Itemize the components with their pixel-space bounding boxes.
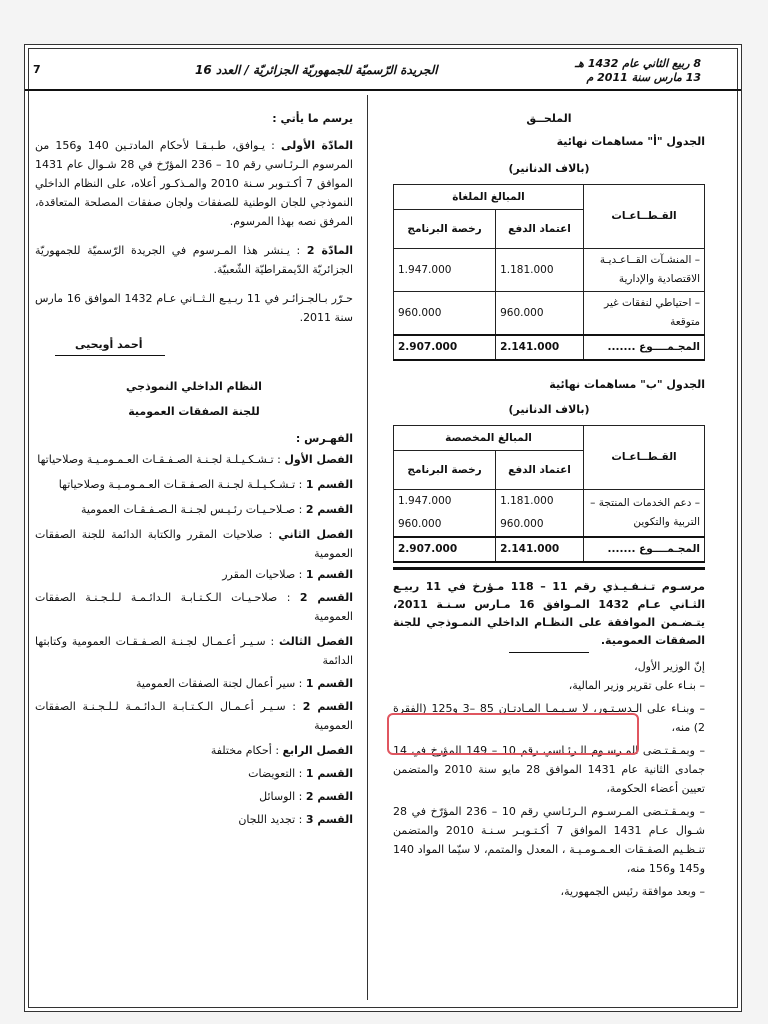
toc-item-label: القسم 1 [305, 767, 353, 780]
table-b-sectors-header: القـطــاعـات [584, 426, 705, 490]
toc-item-label: الفصل الأول [284, 453, 353, 466]
toc-item [35, 632, 353, 670]
toc-item [35, 450, 353, 469]
header-date-gregorian: 13 مارس سنة 2011 م [586, 71, 701, 84]
regulation-title-2: للجنة الصفقات العمومية [128, 405, 260, 418]
table-b-amounts-header: المبالغ المخصصة [394, 426, 584, 451]
toc-item [35, 810, 353, 829]
signature-block [35, 333, 353, 359]
toc-item-text: : التعويضات [248, 767, 303, 780]
table-a-total-row [394, 335, 705, 360]
visa-paragraph-2: – وبنـاء على الـدسـتـور، لا سـيـمـا المـادتـان 85 –3 و125 (الفقرة 2) منه، [393, 702, 705, 734]
toc-item-text: : تجديد اللجان [238, 813, 303, 826]
toc-item-text: : صلاحـيـات الـكـتـابـة الـدائـمـة لـلـجـنـة الصفقات العمومية [35, 591, 353, 623]
page-header [25, 45, 741, 91]
highlight-box [387, 713, 639, 755]
visa-paragraph-4: – وبمـقـتـضى المـرسـوم الـرئـاسي رقم 10 – 236 المؤرّخ في 28 شـوال عـام 1431 الموافق 7 أكـتـوبـر سـنـة 2010 والمتضمن تنـظـيم الصفـقات العـمـومـيـة ، المعدل والمتمم، لا سيّما المواد 140 و145 و156 منه، [393, 805, 705, 875]
table-a-permit-header: رخصة البرنامج [394, 210, 496, 249]
toc-item-text: : تـشـكـيـلـة لجـنـة الصـفـقـات العـمـومـيـة وصلاحياتها [58, 478, 303, 491]
section-rule [393, 567, 705, 570]
table-b-total-row [394, 537, 705, 562]
decree-title: مرسـوم تـنـفـيـذي رقم 11 – 118 مـؤرخ في 11 ربيـع الثـاني عـام 1432 المـوافق 16 مـارس سـنـة 2011، يتـضـمن الموافقة على النظـام الداخلي النمـوذجي للجنة الصفقات العمومية. [393, 580, 706, 647]
toc-item-label: القسم 2 [305, 503, 353, 516]
table-a-row2-credit: 960.000 [496, 292, 584, 336]
table-b-row1-permit: 1.947.000 [394, 490, 496, 514]
article-2 [35, 241, 353, 279]
table-b-row2-credit: 960.000 [496, 513, 584, 537]
table-b-credit-header: اعتماد الدفع [496, 451, 584, 490]
table-b-row1-credit: 1.181.000 [496, 490, 584, 514]
toc-item-label: القسم 1 [305, 677, 353, 690]
table-b-row2-permit: 960.000 [394, 513, 496, 537]
document-page [24, 44, 742, 1012]
table-a-row1-label: – المنشـآت القــاعـديـة الاقتصادية والإدارية [584, 249, 705, 292]
toc-item-text: : سير أعمال لجنة الصفقات العمومية [135, 677, 303, 690]
table-b-title: الجدول "ب" مساهمات نهائية [549, 378, 705, 391]
table-a-unit: (بالاف الدنانير) [508, 162, 590, 175]
annex-heading: الملحــق [526, 112, 572, 125]
table-a-row2-permit: 960.000 [394, 292, 496, 336]
toc-item-text: : سـيـر أعـمـال الـكـتـابـة الـدائـمـة لـلـجـنـة الصفقات العمومية [35, 700, 353, 732]
column-divider [367, 95, 368, 1000]
table-a-title: الجدول "أ" مساهمات نهائية [556, 135, 705, 148]
table-a [393, 184, 705, 361]
toc-item [35, 741, 353, 760]
toc-item-text: : صلاحيات المقرر والكتابة الدائمة للجنة الصفقات العمومية [35, 528, 353, 560]
table-b-unit: (بالاف الدنانير) [508, 403, 590, 416]
toc-heading: الفهـرس : [295, 432, 353, 445]
table-row [394, 490, 705, 514]
table-row [394, 292, 705, 336]
done-at: حـرّر بـالجـزائـر في 11 ربـيـع الـثــاني عـام 1432 الموافق 16 مارس سنة 2011. [35, 292, 353, 324]
toc-item-label: القسم 2 [305, 790, 353, 803]
toc-item-label: الفصل الثالث [279, 635, 353, 648]
toc-item-text: : سـيـر أعـمـال لجـنـة الصـفـقـات العمومية وكتابتها الدائمة [35, 635, 353, 667]
right-column [393, 103, 705, 901]
toc-item [35, 787, 353, 806]
decrees-heading: يرسم ما يأتي : [272, 112, 353, 125]
toc-item [35, 674, 353, 693]
table-a-sectors-header: القـطــاعـات [584, 185, 705, 249]
left-column [35, 103, 353, 829]
table-b-total-label: المجـمــــوع ....... [584, 537, 705, 562]
prime-minister-line: إنّ الوزير الأول، [634, 660, 705, 673]
visa-paragraph-1: – بنـاء على تقرير وزير المالية، [568, 679, 705, 692]
toc-item [35, 500, 353, 519]
toc-item-text: : صلاحيات المقرر [222, 568, 303, 581]
table-a-total-permit: 2.907.000 [394, 335, 496, 360]
table-a-row1-permit: 1.947.000 [394, 249, 496, 292]
article-1 [35, 136, 353, 231]
toc-item [35, 697, 353, 735]
toc-item [35, 525, 353, 563]
toc-item [35, 565, 353, 584]
toc-item-text: : الوسائل [259, 790, 303, 803]
title-underline [509, 652, 589, 653]
table-a-amounts-header: المبالغ الملغاة [394, 185, 584, 210]
article-1-text: : يـوافق، طـبـقـا لأحكام المادتـين 140 و156 من المرسوم الـرئـاسي رقم 10 – 236 المؤرّخ في 28 شـوال عام 1431 الموافق 7 أكـتـوبر سـنة 2010 والمـذكـور أعلاه، على النظام الداخلي النموذجي للجان الوطنية للصفقات ولجان صفقات المصلحة المتعاقدة، المرفق نصه بهذا المرسوم. [35, 139, 353, 228]
table-a-credit-header: اعتماد الدفع [496, 210, 584, 249]
toc-item-label: الفصل الرابع [282, 744, 353, 757]
table-a-row1-credit: 1.181.000 [496, 249, 584, 292]
toc-item [35, 475, 353, 494]
table-a-row2-label: – احتياطي لنفقات غير متوقعة [584, 292, 705, 336]
visa-paragraph-3: – وبمـقـتـضى المـرسـوم الـرئـاسي رقم 10 – 149 المؤرخ في 14 جمادى الثانية عام 1431 الموافق 28 مايو سنة 2010 والمتضمن تعيين أعضاء الحكومة، [393, 744, 705, 795]
header-title: الجريدة الرّسميّة للجمهوريّة الجزائريّة / العدد 16 [195, 63, 438, 77]
regulation-title-1: النظام الداخلي النموذجي [126, 380, 262, 393]
toc-item-label: القسم 3 [305, 813, 353, 826]
toc-item-label: الفصل الثاني [278, 528, 354, 541]
table-b-row1-label: – دعم الخدمات المنتجة – التربية والتكوين [584, 490, 705, 538]
toc-item-text: : تـشـكـيـلـة لجـنـة الصـفـقـات العـمـومـيـة وصلاحياتها [37, 453, 281, 466]
table-b-total-permit: 2.907.000 [394, 537, 496, 562]
signer-name: أحمد أويحيى [75, 338, 143, 351]
toc-item-label: القسم 1 [305, 568, 353, 581]
toc-item-text: : صـلاحـيـات رئـيـس لجـنـة الـصـفـقـات العمومية [80, 503, 303, 516]
visa-paragraph-5: – وبعد موافقة رئيس الجمهورية، [560, 885, 705, 898]
table-b-permit-header: رخصة البرنامج [394, 451, 496, 490]
header-date-hijri: 8 ربيع الثاني عام 1432 هـ [574, 57, 701, 70]
toc-item-label: القسم 2 [302, 700, 354, 713]
toc-item-label: القسم 1 [305, 478, 353, 491]
article-2-text: : يـنشر هذا المـرسوم في الجريدة الرّسميّة للجمهوريّة الجزائريّة الدّيمقراطيّة الشّعبيّة. [35, 244, 353, 276]
header-date [575, 57, 701, 85]
table-a-total-label: المجـمــــوع ....... [584, 335, 705, 360]
page-number: 7 [33, 63, 41, 76]
article-2-label: المادّة 2 [306, 244, 354, 257]
toc-item-text: : أحكام مختلفة [210, 744, 280, 757]
toc-item [35, 588, 353, 626]
table-b [393, 425, 705, 563]
toc-list [35, 450, 353, 829]
table-row [394, 249, 705, 292]
toc-item-label: القسم 2 [299, 591, 354, 604]
signature-rule [55, 355, 165, 356]
toc-item [35, 764, 353, 783]
article-1-label: المادّة الأولى [280, 139, 353, 152]
table-a-total-credit: 2.141.000 [496, 335, 584, 360]
table-b-total-credit: 2.141.000 [496, 537, 584, 562]
